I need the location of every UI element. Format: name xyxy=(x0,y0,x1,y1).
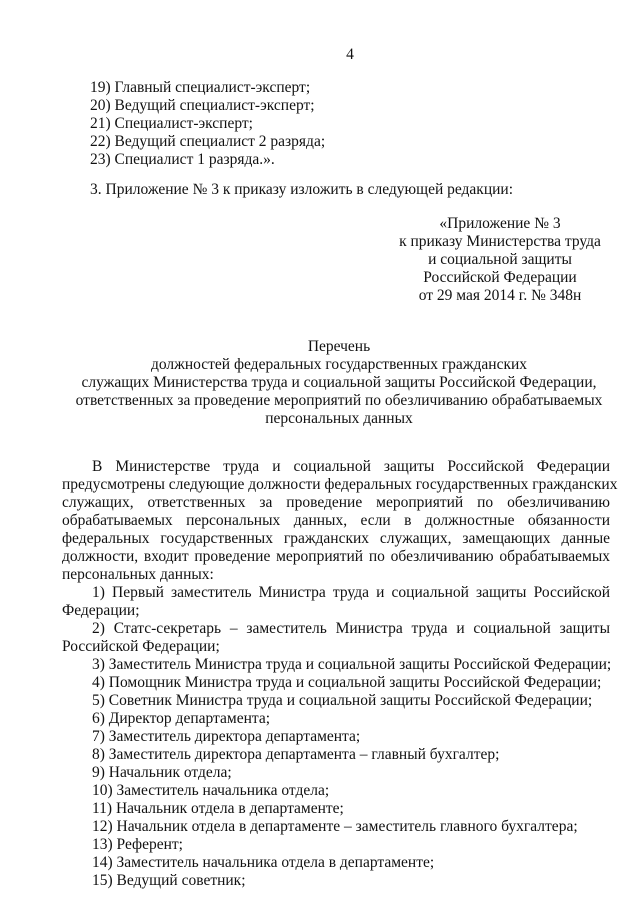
appendix-line: «Приложение № 3 xyxy=(439,215,561,232)
position-item: 8) Заместитель директора департамента – главный бухгалтер; xyxy=(92,746,500,763)
heading-line: ответственных за проведение мероприятий по обезличиванию обрабатываемых xyxy=(75,392,603,409)
intro-line: персональных данных: xyxy=(62,566,214,583)
page-number: 4 xyxy=(346,46,354,63)
heading-line: персональных данных xyxy=(265,410,413,427)
list-item: 20) Ведущий специалист-эксперт; xyxy=(90,97,315,114)
intro-line: предусмотрены следующие должности федеральных государственных гражданских xyxy=(62,476,618,493)
intro-line: служащих, ответственных за проведение мероприятий по обезличиванию xyxy=(62,494,610,511)
list-item: 21) Специалист-эксперт; xyxy=(90,115,253,132)
list-heading xyxy=(58,338,620,428)
position-item: 3) Заместитель Министра труда и социальной защиты Российской Федерации; xyxy=(92,656,612,673)
position-item: 5) Советник Министра труда и социальной защиты Российской Федерации; xyxy=(92,692,593,709)
position-item: 1) Первый заместитель Министра труда и социальной защиты Российской xyxy=(92,584,610,601)
top-position-list xyxy=(90,79,325,169)
body-text xyxy=(62,458,618,890)
intro-line: В Министерстве труда и социальной защиты Российской Федерации xyxy=(92,458,610,475)
position-item: 9) Начальник отдела; xyxy=(92,764,232,781)
position-item: 4) Помощник Министра труда и социальной защиты Российской Федерации; xyxy=(92,674,602,691)
position-item-continuation: Российской Федерации; xyxy=(62,638,220,655)
list-item: 23) Специалист 1 разряда.». xyxy=(90,151,275,168)
list-item: 19) Главный специалист-эксперт; xyxy=(90,79,311,96)
position-item: 2) Статс-секретарь – заместитель Министра труда и социальной защиты xyxy=(92,620,610,637)
position-item: 12) Начальник отдела в департаменте – заместитель главного бухгалтера; xyxy=(92,818,578,835)
amendment-item-3: 3. Приложение № 3 к приказу изложить в следующей редакции: xyxy=(90,181,514,198)
appendix-line: от 29 мая 2014 г. № 348н xyxy=(418,287,582,304)
position-item: 10) Заместитель начальника отдела; xyxy=(92,782,330,799)
appendix-line: к приказу Министерства труда xyxy=(399,233,601,250)
intro-line: должности, входит проведение мероприятий по обезличиванию обрабатываемых xyxy=(62,548,610,565)
position-item: 6) Директор департамента; xyxy=(92,710,271,727)
position-item: 14) Заместитель начальника отдела в департаменте; xyxy=(92,854,435,871)
position-item: 15) Ведущий советник; xyxy=(92,872,246,889)
heading-line: служащих Министерства труда и социальной защиты Российской Федерации, xyxy=(81,374,597,391)
position-item-continuation: Федерации; xyxy=(62,602,140,619)
appendix-line: и социальной защиты xyxy=(428,251,572,268)
position-item: 7) Заместитель директора департамента; xyxy=(92,728,361,745)
position-item: 13) Референт; xyxy=(92,836,183,853)
appendix-line: Российской Федерации xyxy=(423,269,577,286)
heading-line: должностей федеральных государственных гражданских xyxy=(150,356,528,373)
intro-line: обрабатываемых персональных данных, если в должностные обязанности xyxy=(62,512,610,529)
intro-line: федеральных государственных гражданских служащих, замещающих данные xyxy=(62,530,610,547)
appendix-header xyxy=(380,215,620,305)
position-item: 11) Начальник отдела в департаменте; xyxy=(92,800,344,817)
heading-line: Перечень xyxy=(307,338,371,355)
list-item: 22) Ведущий специалист 2 разряда; xyxy=(90,133,326,150)
